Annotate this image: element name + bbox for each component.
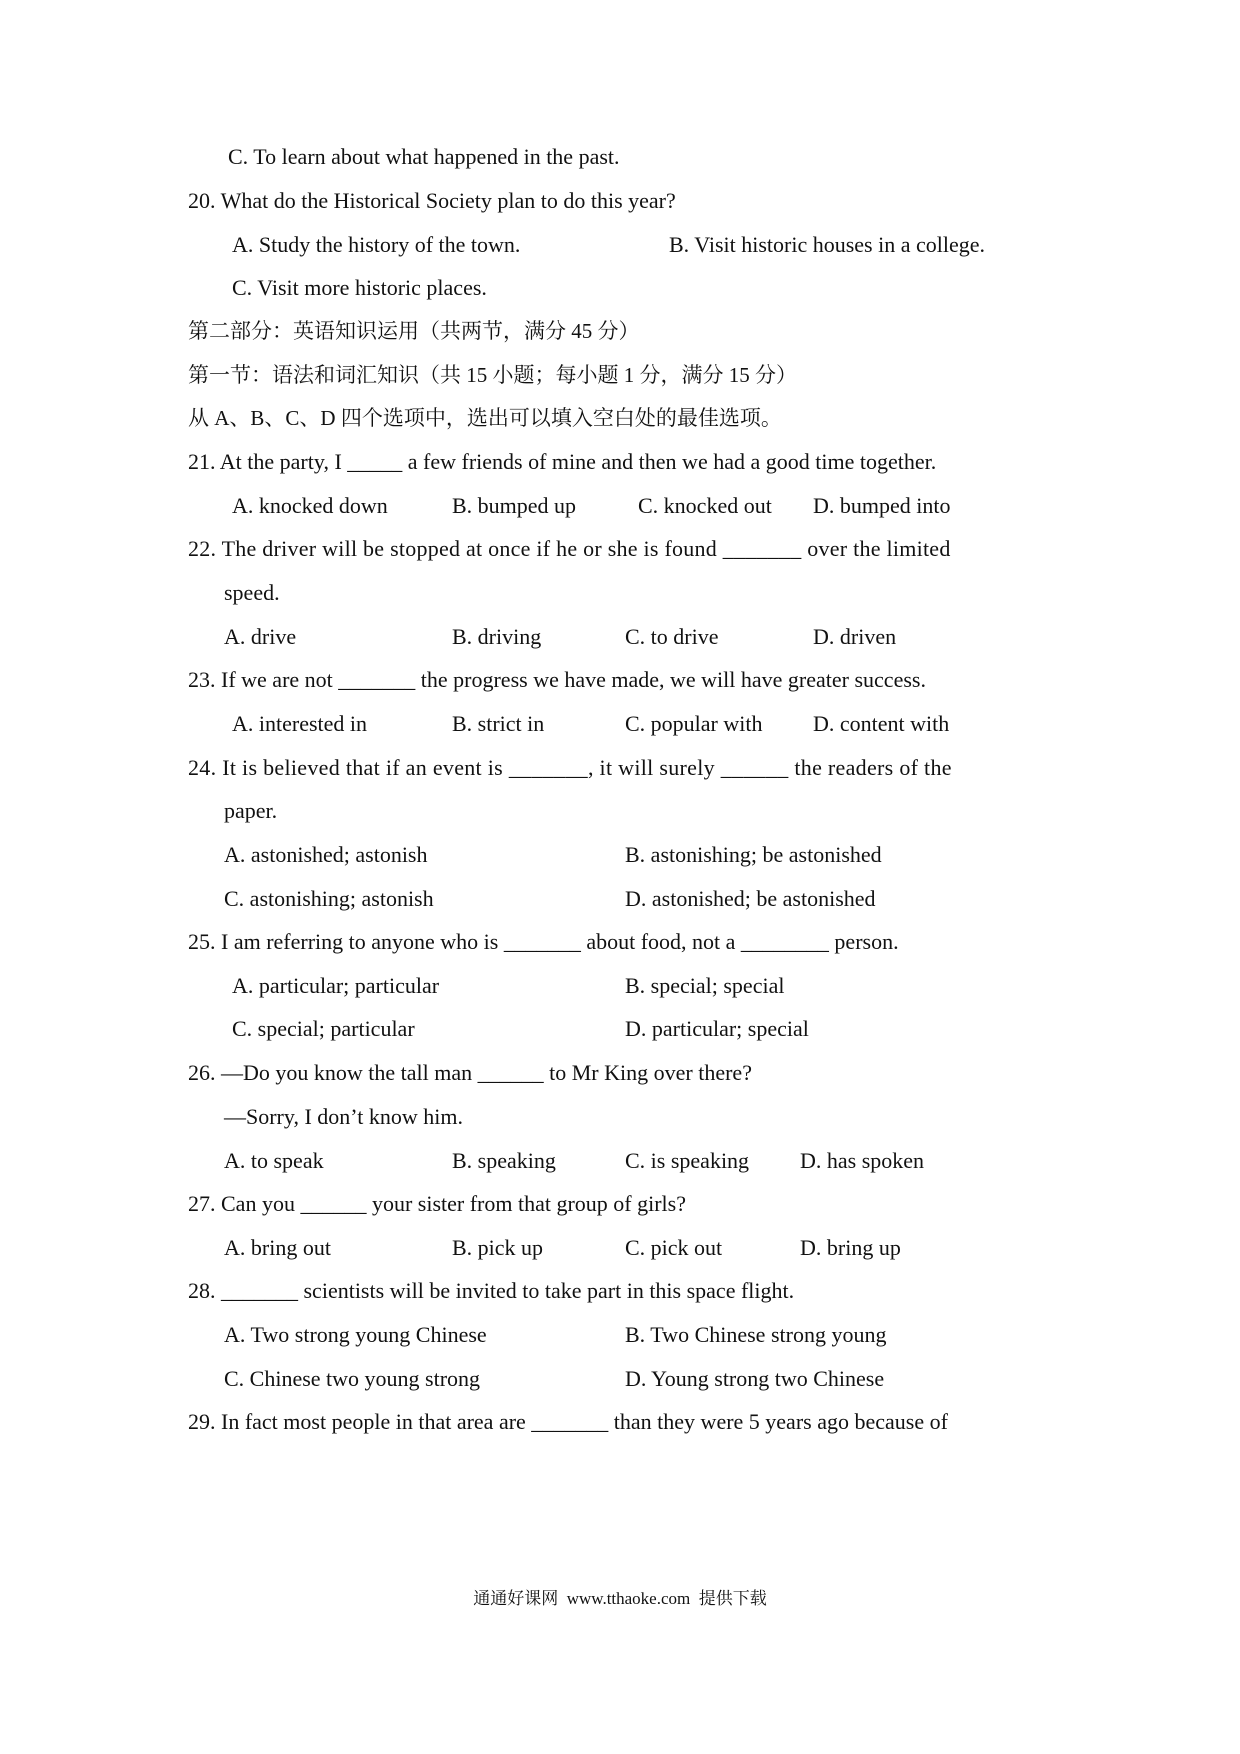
text-line-35: 26. —Do you know the tall man ______ to Mr King over there?: [188, 1060, 752, 1085]
text-line-26: A. astonished; astonish: [224, 842, 428, 867]
text-line-51: 29. In fact most people in that area are _______ than they were 5 years ago because of: [188, 1409, 948, 1434]
text-line-2: A. Study the history of the town.: [232, 232, 521, 257]
text-line-7: 从 A、B、C、D 四个选项中，选出可以填入空白处的最佳选项。: [188, 406, 782, 430]
text-line-19: 23. If we are not _______ the progress we have made, we will have greater success.: [188, 667, 926, 692]
text-line-34: D. particular; special: [625, 1016, 809, 1041]
text-line-33: C. special; particular: [232, 1016, 415, 1041]
text-line-9: A. knocked down: [232, 493, 388, 518]
text-line-38: B. speaking: [452, 1148, 556, 1173]
text-line-21: B. strict in: [452, 711, 545, 736]
text-line-17: C. to drive: [625, 624, 719, 649]
text-line-20: A. interested in: [232, 711, 368, 736]
text-line-44: C. pick out: [625, 1235, 723, 1260]
text-line-27: B. astonishing; be astonished: [625, 842, 882, 867]
text-line-37: A. to speak: [224, 1148, 324, 1173]
text-line-28: C. astonishing; astonish: [224, 886, 434, 911]
text-line-48: B. Two Chinese strong young: [625, 1322, 887, 1347]
text-line-25: paper.: [224, 798, 278, 823]
text-line-5: 第二部分：英语知识运用（共两节，满分 45 分）: [188, 319, 640, 343]
text-line-0: C. To learn about what happened in the past.: [228, 144, 620, 169]
text-line-31: A. particular; particular: [232, 973, 440, 998]
text-line-29: D. astonished; be astonished: [625, 886, 876, 911]
text-line-12: D. bumped into: [813, 493, 951, 518]
text-line-11: C. knocked out: [638, 493, 772, 518]
text-line-1: 20. What do the Historical Society plan to do this year?: [188, 188, 676, 213]
text-line-46: 28. _______ scientists will be invited to take part in this space flight.: [188, 1278, 795, 1303]
text-line-49: C. Chinese two young strong: [224, 1366, 481, 1391]
text-line-16: B. driving: [452, 624, 542, 649]
text-line-30: 25. I am referring to anyone who is _______ about food, not a ________ person.: [188, 929, 899, 954]
text-line-42: A. bring out: [224, 1235, 331, 1260]
text-line-45: D. bring up: [800, 1235, 901, 1260]
text-line-32: B. special; special: [625, 973, 785, 998]
text-line-24: 24. It is believed that if an event is _______, it will surely ______ the readers of the: [188, 755, 952, 780]
text-line-15: A. drive: [224, 624, 297, 649]
text-line-50: D. Young strong two Chinese: [625, 1366, 885, 1391]
text-line-40: D. has spoken: [800, 1148, 925, 1173]
text-line-13: 22. The driver will be stopped at once if he or she is found _______ over the limited: [188, 536, 951, 561]
page-footer: 通通好课网 www.tthaoke.com 提供下载: [473, 1589, 767, 1608]
text-line-43: B. pick up: [452, 1235, 544, 1260]
text-line-23: D. content with: [813, 711, 950, 736]
text-line-14: speed.: [224, 580, 280, 605]
text-line-22: C. popular with: [625, 711, 763, 736]
text-line-4: C. Visit more historic places.: [232, 275, 487, 300]
text-line-8: 21. At the party, I _____ a few friends of mine and then we had a good time together.: [188, 449, 937, 474]
text-line-10: B. bumped up: [452, 493, 577, 518]
text-line-18: D. driven: [813, 624, 897, 649]
text-line-47: A. Two strong young Chinese: [224, 1322, 487, 1347]
text-line-36: —Sorry, I don’t know him.: [224, 1104, 463, 1129]
text-line-3: B. Visit historic houses in a college.: [669, 232, 986, 257]
text-line-41: 27. Can you ______ your sister from that group of girls?: [188, 1191, 686, 1216]
text-line-6: 第一节：语法和词汇知识（共 15 小题；每小题 1 分，满分 15 分）: [188, 363, 797, 387]
text-line-39: C. is speaking: [625, 1148, 750, 1173]
